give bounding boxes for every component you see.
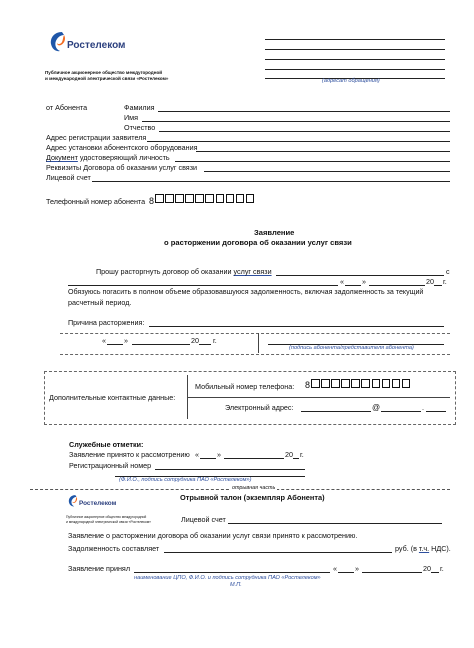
stub-org-line-1: Публичное акционерное общество междугородной <box>66 515 147 519</box>
request-text-underlined: услуг связи <box>233 267 272 276</box>
request-line-2[interactable] <box>68 285 338 286</box>
email-dot: . <box>422 403 424 412</box>
request-year-field[interactable] <box>434 285 442 286</box>
document-word: Документ <box>46 153 78 162</box>
request-year-prefix: 20 <box>426 277 434 286</box>
statement-subtitle: о расторжении договора об оказании услуг связи <box>164 238 352 247</box>
addressee-line-2[interactable] <box>265 49 445 50</box>
install-address-label: Адрес установки абонентского оборудования <box>46 143 198 152</box>
addressee-line-3[interactable] <box>265 59 445 60</box>
service-month-field[interactable] <box>224 458 284 459</box>
sig-day-field[interactable] <box>107 344 123 345</box>
reason-field[interactable] <box>149 326 444 327</box>
obligation-text: Обязуюсь погасить в полном объеме образовавшуюся задолженность, включая задолженность за текущий <box>68 288 424 296</box>
tear-label: отрывная часть <box>232 485 276 491</box>
phone-label: Телефонный номер абонента <box>46 197 146 206</box>
mobile-label: Мобильный номер телефона: <box>195 382 295 391</box>
from-c: с <box>446 267 450 276</box>
phone-digit-boxes[interactable] <box>155 194 256 203</box>
request-year-suffix: г. <box>443 277 447 286</box>
stub-accepted-by-field[interactable] <box>134 572 330 573</box>
reg-number-field[interactable] <box>155 469 305 470</box>
stub-hint: наименование ЦПО, Ф.И.О. и подпись сотрудника ПАО «Ростелеком» <box>134 575 321 581</box>
email-at: @ <box>372 403 381 412</box>
stub-date-close: » <box>355 564 359 573</box>
service-year-field[interactable] <box>293 458 299 459</box>
service-day-field[interactable] <box>200 458 216 459</box>
document-field[interactable] <box>175 161 450 162</box>
stub-day-field[interactable] <box>338 572 354 573</box>
addressee-line-4[interactable] <box>265 69 445 70</box>
rostelecom-logo-icon <box>48 30 68 54</box>
contract-details-label: Реквизиты Договора об оказании услуг связи <box>46 163 198 172</box>
email-zone-field[interactable] <box>426 411 446 412</box>
request-date-close: » <box>362 277 366 286</box>
request-month-field[interactable] <box>369 285 425 286</box>
stub-currency <box>395 545 451 552</box>
sig-year-prefix: 20 <box>191 336 199 345</box>
account-label: Лицевой счет <box>46 173 91 182</box>
sig-date-open: « <box>102 336 106 345</box>
stub-nds: НДС). <box>429 544 451 553</box>
document-rest: удостоверяющий личность <box>77 153 170 162</box>
stub-rostelecom-logo-icon <box>67 494 79 508</box>
from-subscriber-label: от Абонента <box>46 103 88 112</box>
stub-debt-label: Задолженность составляет <box>68 544 160 553</box>
reg-address-field[interactable] <box>147 141 450 142</box>
service-date-open: « <box>195 450 199 459</box>
name-label: Имя <box>124 113 138 122</box>
stub-account-field[interactable] <box>228 523 442 524</box>
stub-year-suffix: г. <box>440 564 444 573</box>
stub-currency-text: руб. (в <box>395 544 417 553</box>
patronymic-field[interactable] <box>159 131 450 132</box>
service-year-prefix: 20 <box>285 450 293 459</box>
contacts-row-divider <box>187 397 450 398</box>
org-line-2: и международной электрической связи «Ростелеком» <box>45 76 169 81</box>
stub-org-line-2: и международной электрической связи «Ростелеком» <box>66 520 151 524</box>
phone-prefix: 8 <box>149 196 155 206</box>
request-text <box>96 268 272 275</box>
statement-title: Заявление <box>254 228 295 237</box>
mobile-digit-boxes[interactable] <box>311 379 412 388</box>
org-line-1: Публичное акционерное общество междугородной <box>45 70 163 75</box>
mobile-prefix: 8 <box>305 380 311 390</box>
contract-details-field[interactable] <box>204 171 450 172</box>
stub-debt-field[interactable] <box>164 552 392 553</box>
stub-accepted-text: Заявление о расторжении договора об оказании услуг связи принято к рассмотрению. <box>68 531 358 540</box>
signature-hint: (подпись абонента/представителя абонента) <box>289 345 414 351</box>
stub-accepted-by-label: Заявление принял <box>68 564 131 573</box>
email-label: Электронный адрес: <box>225 403 294 412</box>
stub-account-label: Лицевой счет <box>181 515 226 524</box>
sig-year-field[interactable] <box>199 344 211 345</box>
email-user-field[interactable] <box>301 411 371 412</box>
addressee-hint: (адресат обращения) <box>322 78 380 84</box>
surname-label: Фамилия <box>124 103 155 112</box>
stub-brand-name: Ростелеком <box>79 500 117 507</box>
service-accepted-label: Заявление принято к рассмотрению <box>69 450 190 459</box>
addressee-line-1[interactable] <box>265 39 445 40</box>
patronymic-label: Отчество <box>124 123 156 132</box>
sig-year-suffix: г. <box>213 336 217 345</box>
surname-field[interactable] <box>158 111 450 112</box>
reg-number-label: Регистрационный номер <box>69 461 152 470</box>
sig-date-close: » <box>124 336 128 345</box>
reg-address-label: Адрес регистрации заявителя <box>46 133 147 142</box>
stub-title: Отрывной талон (экземпляр Абонента) <box>180 493 325 502</box>
email-domain-field[interactable] <box>381 411 421 412</box>
account-field[interactable] <box>92 181 450 182</box>
request-date-open: « <box>340 277 344 286</box>
service-date-close: » <box>217 450 221 459</box>
brand-name: Ростелеком <box>67 40 126 51</box>
stub-year-field[interactable] <box>431 572 439 573</box>
document-label <box>46 154 170 161</box>
service-name-field[interactable] <box>276 275 444 276</box>
stub-year-prefix: 20 <box>423 564 431 573</box>
employee-signature-hint: (Ф.И.О., подпись сотрудника ПАО «Ростелеком») <box>119 477 252 483</box>
name-field[interactable] <box>142 121 450 122</box>
request-day-field[interactable] <box>345 285 361 286</box>
signature-row-divider <box>258 333 259 353</box>
service-title: Служебные отметки: <box>69 440 144 449</box>
stub-mp: М.П. <box>230 582 242 588</box>
stub-tch-word: т.ч. <box>418 544 430 553</box>
stub-date-open: « <box>333 564 337 573</box>
service-year-suffix: г. <box>300 450 304 459</box>
install-address-field[interactable] <box>196 151 450 152</box>
obligation-text-2: расчетный период. <box>68 298 132 307</box>
request-text-main: Прошу расторгнуть договор об оказании <box>96 267 232 276</box>
stub-month-field[interactable] <box>362 572 422 573</box>
reason-label: Причина расторжения: <box>68 318 145 327</box>
contacts-label: Дополнительные контактные данные: <box>49 393 176 402</box>
sig-month-field[interactable] <box>132 344 190 345</box>
